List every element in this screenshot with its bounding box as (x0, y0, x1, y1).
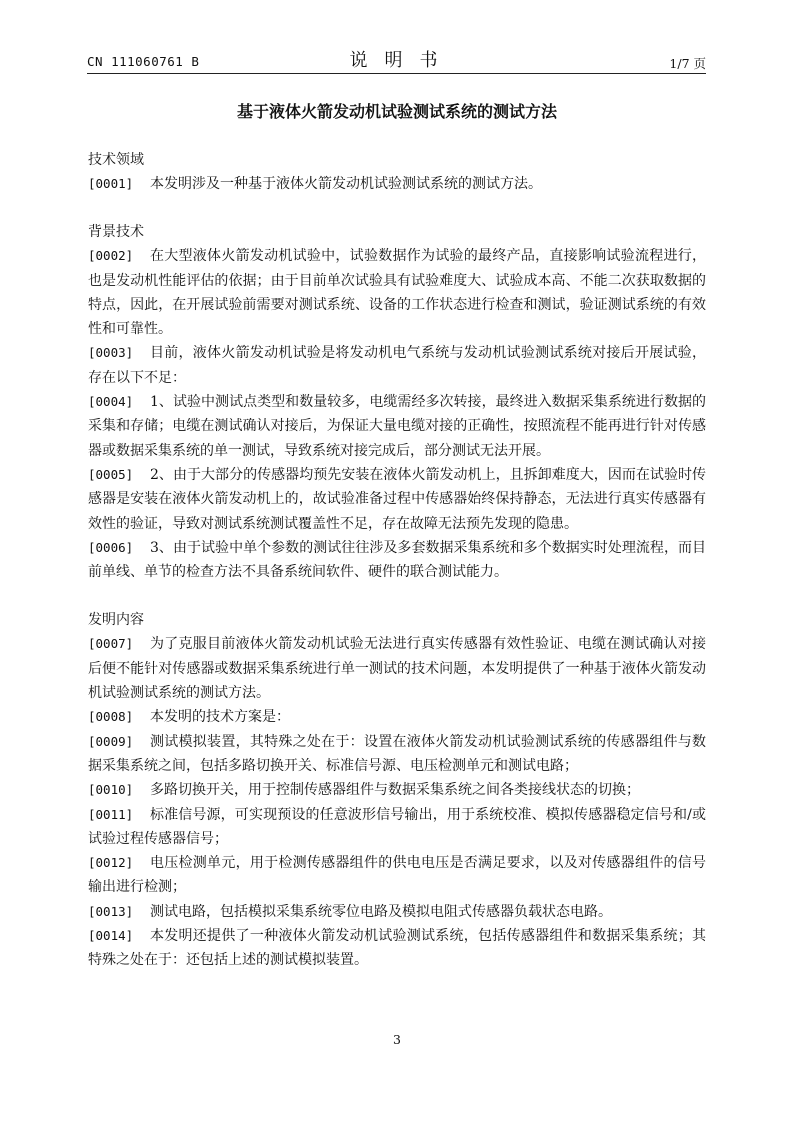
paragraph-text: 标准信号源，可实现预设的任意波形信号输出，用于系统校准、模拟传感器稳定信号和/或试验过程传感器信号； (88, 806, 706, 847)
paragraph-number: [0009] (88, 733, 134, 749)
paragraph (88, 390, 706, 463)
document-body (88, 148, 706, 973)
document-type-title: 说明书 (349, 50, 455, 71)
page-number: 3 (393, 1032, 401, 1047)
paragraph (88, 632, 706, 705)
paragraph-number: [0011] (88, 806, 134, 822)
paragraph-number: [0003] (88, 345, 134, 361)
paragraph (88, 924, 706, 973)
paragraph-text: 本发明还提供了一种液体火箭发动机试验测试系统，包括传感器组件和数据采集系统；其特殊之处在于：还包括上述的测试模拟装置。 (88, 928, 706, 969)
paragraph (88, 851, 706, 900)
paragraph-text: 电压检测单元，用于检测传感器组件的供电电压是否满足要求，以及对传感器组件的信号输出进行检测； (88, 855, 706, 896)
paragraph-text: 3、由于试验中单个参数的测试往往涉及多套数据采集系统和多个数据实时处理流程，而目前单线、单节的检查方法不具备系统间软件、硬件的联合测试能力。 (88, 539, 706, 581)
paragraph-number: [0007] (88, 636, 134, 652)
paragraph (88, 463, 706, 536)
document-title: 基于液体火箭发动机试验测试系统的测试方法 (236, 102, 557, 121)
paragraph-number: [0001] (88, 176, 134, 191)
paragraph-text: 测试模拟装置，其特殊之处在于：设置在液体火箭发动机试验测试系统的传感器组件与数据采集系统之间，包括多路切换开关、标准信号源、电压检测单元和测试电路； (88, 733, 706, 774)
paragraph (88, 705, 706, 729)
paragraph (88, 341, 706, 390)
paragraph-text: 1、试验中测试点类型和数量较多，电缆需经多次转接，最终进入数据采集系统进行数据的采集和存储；电缆在测试确认对接后，为保证大量电缆对接的正确性，按照流程不能再进行针对传感器或数据采集系统的单一测试，导致系统对接完成后，部分测试无法开展。 (88, 394, 706, 459)
paragraph-text: 为了克服目前液体火箭发动机试验无法进行真实传感器有效性验证、电缆在测试确认对接后便不能针对传感器或数据采集系统进行单一测试的技术问题，本发明提供了一种基于液体火箭发动机试验测试系统的测试方法。 (88, 636, 706, 702)
paragraph-number: [0014] (88, 928, 134, 944)
paragraph-number: [0013] (88, 903, 134, 919)
paragraph (88, 778, 706, 802)
paragraph-number: [0002] (88, 248, 134, 264)
section-heading: 发明内容 (88, 612, 144, 629)
section-heading: 技术领域 (88, 152, 144, 168)
paragraph-number: [0010] (88, 782, 134, 798)
paragraph-text: 多路切换开关，用于控制传感器组件与数据采集系统之间各类接线状态的切换； (150, 782, 640, 799)
page-indicator: 1/7 页 (669, 56, 706, 71)
paragraph-text: 2、由于大部分的传感器均预先安装在液体火箭发动机上，且拆卸难度大，因而在试验时传感器是安装在液体火箭发动机上的，故试验准备过程中传感器始终保持静态，无法进行真实传感器有效性的验证，导致对测试系统测试覆盖性不足，存在故障无法预先发现的隐患。 (88, 466, 706, 532)
paragraph-text: 目前，液体火箭发动机试验是将发动机电气系统与发动机试验测试系统对接后开展试验，存在以下不足： (88, 345, 706, 386)
section-heading: 背景技术 (88, 224, 144, 241)
paragraph-number: [0004] (88, 394, 134, 410)
paragraph (88, 536, 706, 585)
paragraph-text: 测试电路，包括模拟采集系统零位电路及模拟电阻式传感器负载状态电路。 (150, 903, 612, 920)
paragraph (88, 803, 706, 852)
paragraph-text: 本发明涉及一种基于液体火箭发动机试验测试系统的测试方法。 (150, 176, 542, 192)
paragraph-number: [0012] (88, 855, 134, 871)
paragraph-text: 本发明的技术方案是： (150, 709, 290, 726)
paragraph (88, 900, 706, 924)
paragraph (88, 244, 706, 341)
paragraph-number: [0005] (88, 466, 134, 482)
paragraph-number: [0006] (88, 539, 134, 555)
paragraph (88, 172, 706, 196)
header-divider (87, 73, 706, 74)
paragraph-text: 在大型液体火箭发动机试验中，试验数据作为试验的最终产品，直接影响试验流程进行，也是发动机性能评估的依据；由于目前单次试验具有试验难度大、试验成本高、不能二次获取数据的特点，因此，在开展试验前需要对测试系统、设备的工作状态进行检查和测试，验证测试系统的有效性和可靠性。 (88, 248, 706, 338)
paragraph (88, 730, 706, 779)
paragraph-number: [0008] (88, 709, 134, 725)
patent-number: CN 111060761 B (87, 54, 200, 69)
